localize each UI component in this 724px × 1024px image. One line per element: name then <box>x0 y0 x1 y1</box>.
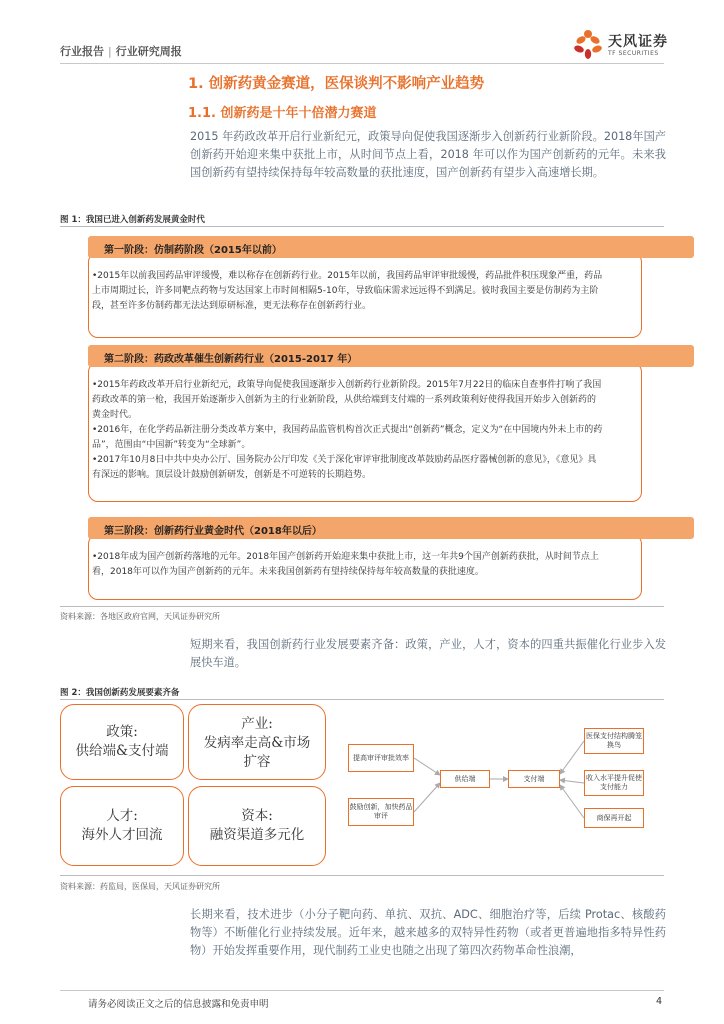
figure-2-title: 图 2：我国创新药发展要素齐备 <box>60 688 180 698</box>
stage-1-bullet: •2015年以前我国药品审评缓慢，难以称存在创新药行业。2015年以前，我国药品审评审批缓慢，药品批件积压现象严重，药品上市周期过长，许多同靶点药物与发达国家上市时间相隔5-10年，导致临床需求远远得不到满足。彼时我国主要是仿制药为主阶段，甚至许多仿制药都无法达到原研标准，更无法称存在创新药行业。 <box>92 271 603 311</box>
logo-name-en: TF SECURITIES <box>608 50 659 57</box>
flow-commercial-insurance: 商保再开起 <box>584 808 644 828</box>
stage-1-text <box>92 269 604 314</box>
stage-2-bullet-1: •2015年药政改革开启行业新纪元，政策导向促使我国逐渐步入创新药行业新阶段。2015年7月22日的临床自查事件打响了我国药政改革的第一枪，我国开始逐渐步入创新为主的行业新阶段，从供给端到支付端的一系列政策利好使得我国开始步入创新药的黄金时代。 <box>92 380 602 420</box>
element-capital-label: 资本: <box>241 808 273 824</box>
stage-3-text <box>92 550 604 580</box>
flow-income-growth: 收入水平提升促使支付能力 <box>584 770 644 796</box>
figure-1-source: 资料来源：各地区政府官网，天风证券研究所 <box>60 612 220 621</box>
logo-name-cn: 天风证券 <box>608 34 668 50</box>
element-policy <box>60 704 184 780</box>
flow-review-efficiency: 提高审评审批效率 <box>348 744 414 772</box>
paragraph-long-term: 长期来看，技术进步（小分子靶向药、单抗、双抗、ADC、细胞治疗等，后续 Protac、核酸药物等）不断催化行业持续发展。近年来，越来越多的双特异性药物（或者更普遍地指多特异性药物）开始发挥重要作用，现代制药工业史也随之出现了第四次药物革命性浪潮， <box>190 908 666 957</box>
element-industry-desc: 发病率走高&市场 <box>203 735 311 751</box>
element-talent-label: 人才: <box>106 808 138 824</box>
section-heading-1-1: 1.1. 创新药是十年十倍潜力赛道 <box>188 106 377 121</box>
arrow-5 <box>560 780 584 783</box>
flow-supply-side: 供给端 <box>440 770 490 788</box>
flow-payment-side: 支付端 <box>508 770 560 788</box>
element-policy-desc: 供给端&支付端 <box>75 743 169 759</box>
page-number: 4 <box>656 996 663 1007</box>
arrow-2 <box>414 783 440 812</box>
element-industry <box>188 704 326 780</box>
paragraph-intro: 2015 年药政改革开启行业新纪元，政策导向促使我国逐渐步入创新药行业新阶段。2018年国产创新药开始迎来集中获批上市，从时间节点上看，2018 年可以作为国产创新药的元年。未来我国创新药有望持续保持每年较高数量的获批速度，国产创新药有望步入高速增长期。 <box>190 130 666 179</box>
header-separator: | <box>108 45 112 58</box>
stage-2-title: 第二阶段：药政改革催生创新药行业（2015-2017 年） <box>88 345 694 367</box>
figure-1-top-rule <box>60 226 664 227</box>
stage-2-bullet-3: •2017年10月8日中共中央办公厅、国务院办公厅印发《关于深化审评审批制度改革鼓励药品医疗器械创新的意见》，《意见》具有深远的影响。顶层设计鼓励创新研发，创新是不可逆转的长期趋势。 <box>92 455 597 480</box>
footer-divider <box>60 990 664 991</box>
arrow-6 <box>560 785 584 818</box>
stage-2-text <box>92 378 604 483</box>
paragraph-short-term: 短期来看，我国创新药行业发展要素齐备：政策，产业，人才，资本的四重共振催化行业步入发展快车道。 <box>190 638 666 669</box>
report-type <box>60 43 182 59</box>
stage-3-bullet: •2018年成为国产创新药落地的元年。2018年国产创新药开始迎来集中获批上市，这一年共9个国产创新药获批，从时间节点上看，2018年可以作为国产创新药的元年。未来我国创新药有望持续保持每年较高数量的获批速度。 <box>92 552 599 577</box>
figure-1-title: 图 1：我国已进入创新药发展黄金时代 <box>60 215 205 225</box>
flow-encourage-innovation: 鼓励创新，加快药品审评 <box>348 798 414 826</box>
flow-insurance-restructure: 医保支付结构腾笼换鸟 <box>584 728 644 754</box>
section-heading-1: 1. 创新药黄金赛道，医保谈判不影响产业趋势 <box>188 76 485 92</box>
element-capital-desc: 融资渠道多元化 <box>209 827 305 843</box>
stage-3-title: 第三阶段：创新药行业黄金时代（2018年以后） <box>88 517 694 539</box>
report-section-b: 行业研究周报 <box>115 45 182 58</box>
report-section-a: 行业报告 <box>60 45 104 58</box>
element-policy-label: 政策: <box>106 724 138 740</box>
element-industry-label: 产业: <box>241 716 273 732</box>
element-talent-desc: 海外人才回流 <box>81 827 163 843</box>
element-talent <box>60 786 184 866</box>
figure-2-source: 资料来源：药监局，医保局，天风证券研究所 <box>60 882 220 891</box>
figure-1-bottom-rule <box>60 606 664 607</box>
stage-1-title: 第一阶段：仿制药阶段（2015年以前） <box>88 236 694 258</box>
element-capital <box>188 786 326 866</box>
footer-disclaimer[interactable]: 请务必阅读正文之后的信息披露和免责申明 <box>88 999 269 1010</box>
figure-2-top-rule <box>60 699 664 700</box>
arrow-4 <box>560 741 584 774</box>
policy-flow-diagram <box>340 720 670 860</box>
stage-2-bullet-2: •2016年，在化学药品新注册分类改革方案中，我国药品监管机构首次正式提出“创新药”概念，定义为“在中国境内外未上市的药品”，范围由“中国新”转变为“全球新”。 <box>92 425 603 450</box>
arrow-1 <box>414 758 440 775</box>
element-industry-desc-2: 扩容 <box>243 754 271 770</box>
figure-2-bottom-rule <box>60 875 664 876</box>
